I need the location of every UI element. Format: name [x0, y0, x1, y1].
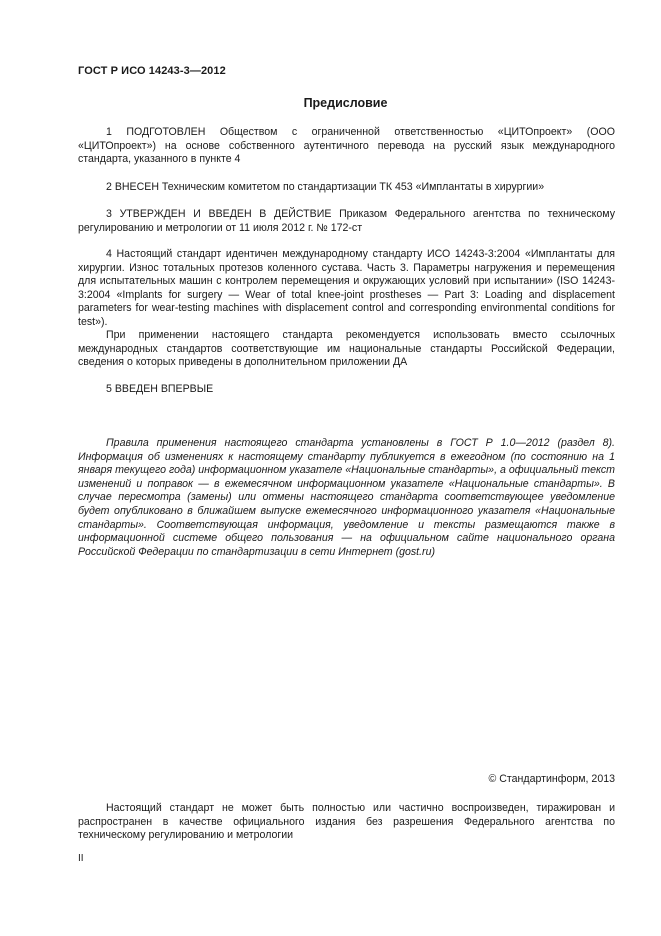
page-number: II: [78, 853, 84, 864]
item-1-prepared-by: 1 ПОДГОТОВЛЕН Обществом с ограниченной ответственностью «ЦИТОпроект» (ООО «ЦИТОпроект») на основе собственного аутентичного перевода на русский язык международного стандарта, указанного в пункте 4: [78, 126, 615, 166]
reproduction-notice: Настоящий стандарт не может быть полностью или частично воспроизведен, тиражирован и распространен в качестве официального издания без разрешения Федерального агентства по техническому регулированию и метрологии: [78, 802, 615, 842]
page-title: Предисловие: [303, 96, 388, 110]
item-3-approved: 3 УТВЕРЖДЕН И ВВЕДЕН В ДЕЙСТВИЕ Приказом Федерального агентства по техническому регулированию и метрологии от 11 июля 2012 г. № 172-ст: [78, 208, 615, 234]
item-4-application-note: При применении настоящего стандарта рекомендуется использовать вместо ссылочных международных стандартов соответствующие им национальные стандарты Российской Федерации, сведения о которых приведены в дополнительном приложении ДА: [78, 329, 615, 369]
copyright-line: © Стандартинформ, 2013: [488, 773, 615, 785]
item-2-introduced-by: 2 ВНЕСЕН Техническим комитетом по стандартизации ТК 453 «Имплантаты в хирургии»: [106, 181, 545, 193]
item-4-identical-standard: 4 Настоящий стандарт идентичен международному стандарту ИСО 14243-3:2004 «Имплантаты для хирургии. Износ тотальных протезов коленного сустава. Часть 3. Параметры нагружения и перемещения для испытательных машин с контролем перемещения и окружающих условий при испытании» (ISO 14243-3:2004 «Implants for surgery — Wear of total knee-joint prostheses — Part 3: Loading and displacement parameters for wear-testing machines with displacement control and corresponding environmental conditions for test»).: [78, 248, 615, 328]
rules-of-application-notice: Правила применения настоящего стандарта установлены в ГОСТ Р 1.0—2012 (раздел 8). Информация об изменениях к настоящему стандарту публикуется в ежегодном (по состоянию на 1 января текущего года) информационном указателе «Национальные стандарты», а официальный текст изменений и поправок — в ежемесячном информационном указателе «Национальные стандарты». В случае пересмотра (замены) или отмены настоящего стандарта соответствующее уведомление будет опубликовано в ближайшем выпуске ежемесячного информационного указателя «Национальные стандарты». Соответствующая информация, уведомление и тексты размещаются также в информационной системе общего пользования — на официальном сайте национального органа Российской Федерации по стандартизации в сети Интернет (gost.ru): [78, 437, 615, 558]
item-5-first-introduced: 5 ВВЕДЕН ВПЕРВЫЕ: [106, 383, 214, 395]
standard-code-header: ГОСТ Р ИСО 14243-3—2012: [78, 65, 226, 77]
